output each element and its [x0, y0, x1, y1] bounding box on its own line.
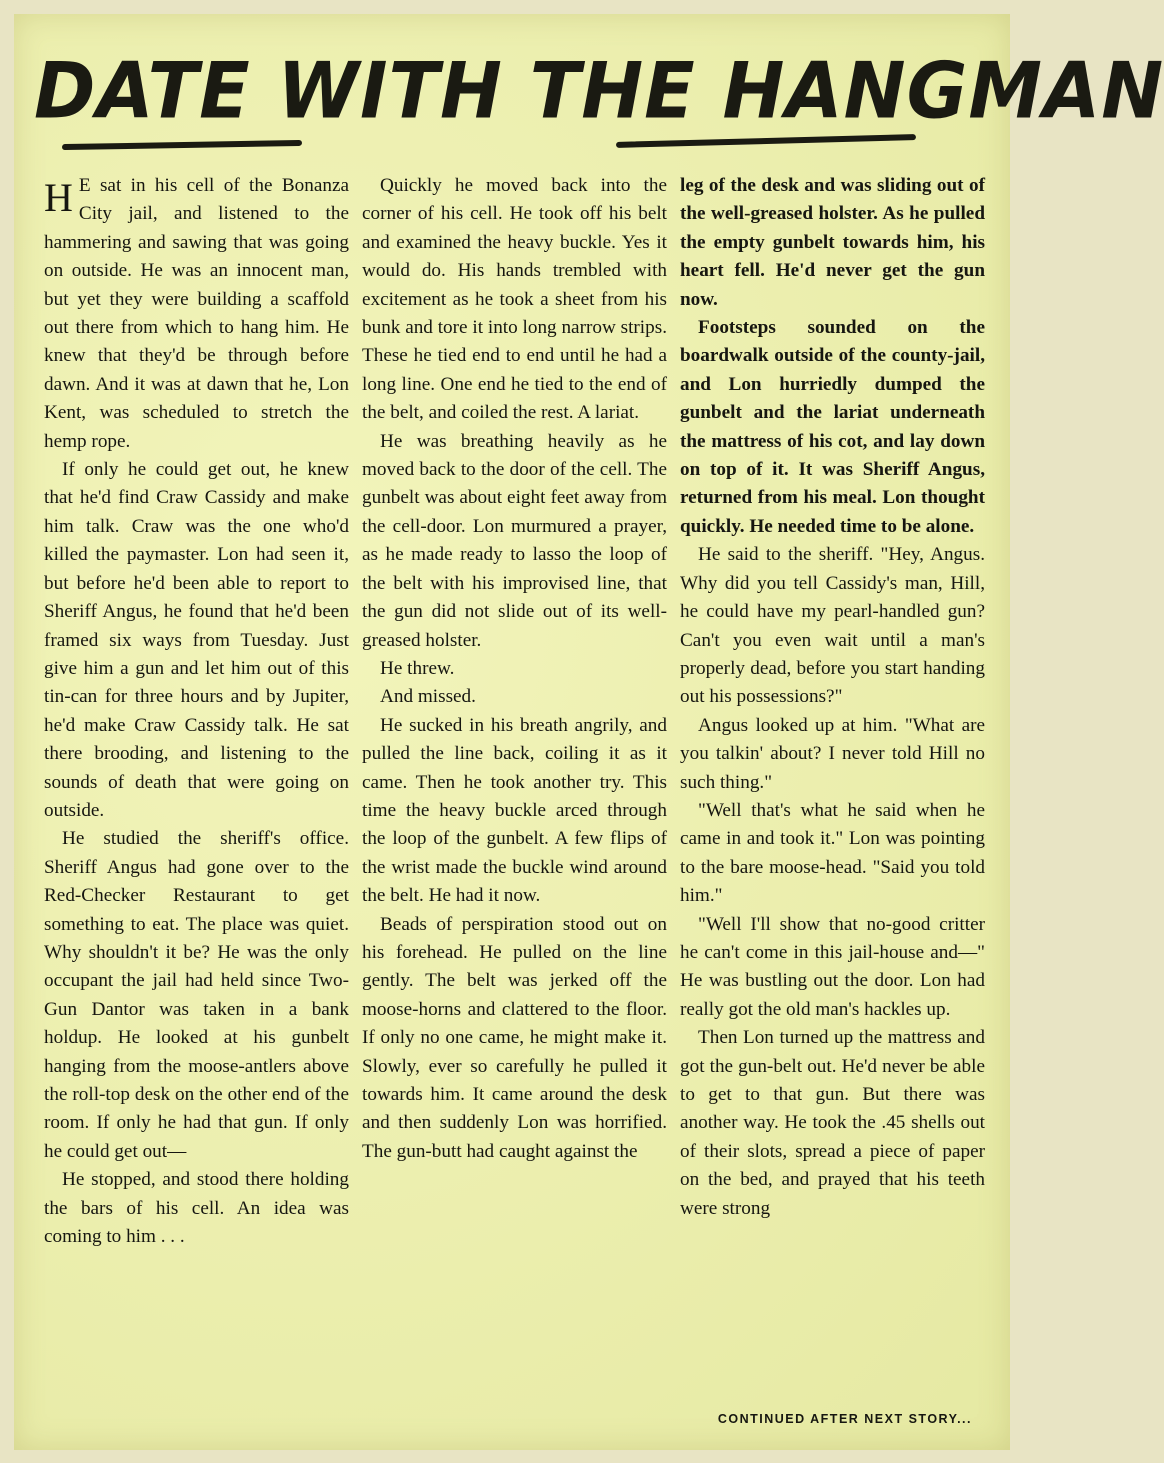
paragraph: He studied the sheriff's office. Sheriff Angus had gone over to the Red-Checker Restaurant to get something to eat. The place was quiet. Why shouldn't it be? He was the only occupant the jail had held since Two-Gun Dantor was taken in a bank holdup. He looked at his gunbelt hanging from the moose-antlers above the roll-top desk on the other end of the room. If only he had that gun. If only he could get out—: [44, 828, 349, 1162]
text-column-3: [680, 172, 985, 1223]
text-column-1: [44, 172, 349, 1251]
continued-notice: CONTINUED AFTER NEXT STORY...: [717, 1412, 972, 1426]
paragraph: leg of the desk and was sliding out of the well-greased holster. As he pulled the empty gunbelt towards him, his heart fell. He'd never get the gun now.: [680, 175, 985, 310]
paragraph: If only he could get out, he knew that he'd find Craw Cassidy and make him talk. Craw was the one who'd killed the paymaster. Lon had seen it, but before he'd been able to report to Sheriff Angus, he found that he'd been framed six ways from Tuesday. Just give him a gun and let him out of this tin-can for three hours and by Jupiter, he'd make Craw Cassidy talk. He sat there brooding, and listening to the sounds of death that were going on outside.: [44, 459, 349, 821]
paragraph: H E sat in his cell of the Bonanza City jail, and listened to the hammering and sawing that was going on outside. He was an innocent man, but yet they were building a scaffold out there from which to hang him. He knew that they'd be through before dawn. And it was at dawn that he, Lon Kent, was scheduled to stretch the hemp rope.: [44, 175, 349, 452]
paragraph: He said to the sheriff. "Hey, Angus. Why did you tell Cassidy's man, Hill, he could have my pearl-handled gun? Can't you even wait until a man's properly dead, before you start handing out his possessions?": [680, 544, 985, 708]
paragraph: He was breathing heavily as he moved back to the door of the cell. The gunbelt was about eight feet away from the cell-door. Lon murmured a prayer, as he made ready to lasso the loop of the belt with his improvised line, that the gun did not slide out of its well-greased holster.: [362, 430, 667, 651]
paragraph: He sucked in his breath angrily, and pulled the line back, coiling it as it came. Then he took another try. This time the heavy buckle arced through the loop of the gunbelt. A few flips of the wrist made the buckle wind around the belt. He had it now.: [362, 714, 667, 907]
drop-cap: H: [44, 175, 73, 220]
paragraph: And missed.: [380, 686, 476, 708]
paragraph: Then Lon turned up the mattress and got the gun-belt out. He'd never be able to get to that gun. But there was another way. He took the .45 shells out of their slots, spread a piece of paper on the bed, and prayed that his teeth were strong: [680, 1027, 985, 1219]
paragraph: He threw.: [380, 657, 455, 679]
comic-page: [14, 14, 1164, 1450]
paragraph: Footsteps sounded on the boardwalk outside of the county-jail, and Lon hurriedly dumped the gunbelt and the lariat underneath the mattress of his cot, and lay down on top of it. It was Sheriff Angus, returned from his meal. Lon thought quickly. He needed time to be alone.: [680, 317, 985, 537]
paragraph: "Well I'll show that no-good critter he can't come in this jail-house and—" He was bustling out the door. Lon had really got the old man's hackles up.: [680, 913, 985, 1020]
paragraph: He stopped, and stood there holding the bars of his cell. An idea was coming to him . . .: [44, 1169, 349, 1248]
paragraph: Quickly he moved back into the corner of his cell. He took off his belt and examined the heavy buckle. Yes it would do. His hands trembled with excitement as he took a sheet from his bunk and tore it into long narrow strips. These he tied end to end until he had a long line. One end he tied to the end of the belt, and coiled the rest. A lariat.: [362, 175, 667, 424]
paragraph: "Well that's what he said when he came in and took it." Lon was pointing to the bare moose-head. "Said you told him.": [680, 799, 985, 907]
paragraph: Angus looked up at him. "What are you talkin' about? I never told Hill no such thing.": [680, 714, 985, 793]
story-title: DATE WITH THE HANGMAN: [34, 45, 1164, 137]
paragraph: Beads of perspiration stood out on his forehead. He pulled on the line gently. The belt was jerked off the moose-horns and clattered to the floor. If only no one came, he might make it. Slowly, ever so carefully he pulled it towards him. It came around the desk and then suddenly Lon was horrified. The gun-butt had caught against the: [362, 913, 667, 1162]
text-column-2: [362, 172, 667, 1166]
